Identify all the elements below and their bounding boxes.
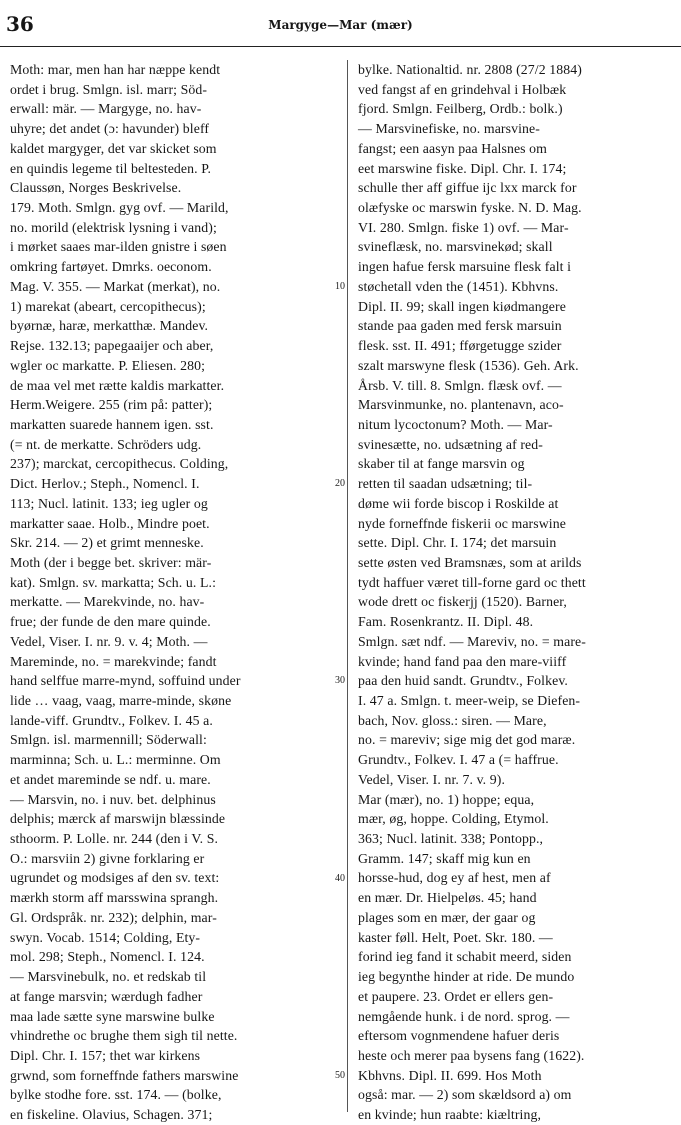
text-line: flesk. sst. II. 491; fførgetugge szider [358, 338, 562, 354]
text-line: Kbhvns. Dipl. II. 699. Hos Moth [358, 1067, 542, 1083]
text-line: nitum lycoctonum? Moth. — Mar- [358, 416, 553, 432]
text-line: uhyre; det andet (ɔ: havunder) bleff [10, 121, 210, 137]
text-line: maa lade sætte syne marswine bulke [10, 1008, 215, 1024]
text-line: wgler oc markatte. P. Eliesen. 280; [10, 357, 206, 373]
text-line: vhindrethe oc brughe them sigh til nette. [10, 1028, 238, 1044]
running-title: Margyge—Mar (mær) [268, 18, 413, 32]
text-line: Vedel, Viser. I. nr. 7. v. 9). [358, 771, 506, 787]
text-line: svinesætte, no. udsætning af red- [358, 436, 543, 452]
text-line: kvinde; hand fand paa den mare-viiff [358, 653, 567, 669]
text-line: merkatte. — Marekvinde, no. hav- [10, 594, 205, 610]
text-line: Smlgn. sæt ndf. — Mareviv, no. = mare- [358, 633, 586, 649]
text-line: i mørket saaes mar-ilden gnistre i søen [10, 239, 227, 255]
text-line: Dipl. II. 99; skall ingen kiødmangere [358, 298, 566, 314]
text-line: no. = mareviv; sige mig det god maræ. [358, 732, 576, 748]
text-line: wode drett oc fiskerjj (1520). Barner, [358, 594, 567, 610]
left-column [10, 60, 340, 1123]
text-line: Vedel, Viser. I. nr. 9. v. 4; Moth. — [10, 633, 208, 649]
text-line: døme wii forde biscop i Roskilde at [358, 495, 559, 511]
text-line: Skr. 214. — 2) et grimt menneske. [10, 535, 204, 551]
text-line: markatten suarede hannem igen. sst. [10, 416, 214, 432]
text-line: skaber til at fange marsvin og [358, 456, 525, 472]
text-line: bylke. Nationaltid. nr. 2808 (27/2 1884) [358, 62, 582, 77]
text-line: omkring fartøyet. Dmrks. oeconom. [10, 259, 212, 275]
text-line: horsse-hud, dog ey af hest, men af [358, 870, 551, 886]
text-line: Rejse. 132.13; papegaaijer och aber, [10, 338, 214, 354]
text-line: forind ieg fand it schabit meerd, siden [358, 949, 572, 965]
text-line: Moth (der i begge bet. skriver: mär- [10, 554, 212, 570]
text-line: O.: marsviin 2) givne forklaring er [10, 850, 205, 866]
text-line: — Marsvin, no. i nuv. bet. delphinus [10, 791, 216, 807]
text-line: kaster føll. Helt, Poet. Skr. 180. — [358, 929, 553, 945]
line-number: 50 [335, 1069, 345, 1081]
text-line: Claussøn, Norges Beskrivelse. [10, 180, 182, 196]
text-line: eet marswine fiske. Dipl. Chr. I. 174; [358, 160, 567, 176]
text-line: byørnæ, haræ, merkatthæ. Mandev. [10, 318, 209, 334]
text-line: schulle ther aff giffue ijc lxx marck for [358, 180, 577, 196]
text-line: sthoorm. P. Lolle. nr. 244 (den i V. S. [10, 831, 219, 847]
text-line: at fange marsvin; wærdugh fadher [10, 988, 203, 1004]
text-line: eftersom vognmendene hafuer deris [358, 1028, 560, 1044]
text-line: ugrundet og modsiges af den sv. text: [10, 870, 220, 886]
text-line: marminna; Sch. u. L.: merminne. Om [10, 752, 221, 768]
text-line: en kvinde; hun raabte: kiæltring, [358, 1107, 542, 1123]
text-line: nyde forneffnde fiskerii oc marswine [358, 515, 566, 531]
text-line: et paupere. 23. Ordet er ellers gen- [358, 988, 554, 1004]
text-line: tydt haffuer været till-forne gard oc thett [358, 574, 586, 590]
text-line: mærkh storm aff marsswina sprangh. [10, 890, 219, 906]
text-line: olæfyske oc marswin fyske. N. D. Mag. [358, 200, 582, 216]
text-line: Marsvinmunke, no. plantenavn, aco- [358, 397, 564, 413]
text-line: swyn. Vocab. 1514; Colding, Ety- [10, 929, 201, 945]
text-line: erwall: mär. — Margyge, no. hav- [10, 101, 202, 117]
text-line: Dict. Herlov.; Steph., Nomencl. I. [10, 476, 200, 492]
text-line: Grundtv., Folkev. I. 47 a (= haffrue. [358, 752, 559, 768]
line-number: 30 [335, 675, 345, 687]
text-line: 179. Moth. Smlgn. gyg ovf. — Marild, [10, 200, 229, 216]
text-line: svineflæsk, no. marsvinekød; skall [358, 239, 553, 255]
column-divider [347, 60, 348, 1112]
text-line: — Marsvinefiske, no. marsvine- [358, 121, 540, 137]
text-line: no. morild (elektrisk lysning i vand); [10, 219, 217, 235]
text-line: Gl. Ordspråk. nr. 232); delphin, mar- [10, 909, 217, 925]
text-line: Herm.Weigere. 255 (rim på: patter); [10, 397, 213, 413]
text-line: også: mar. — 2) som skældsord a) om [358, 1087, 572, 1103]
text-line: fjord. Smlgn. Feilberg, Ordb.: bolk.) [358, 101, 563, 117]
text-line: retten til saadan udsætning; til- [358, 476, 533, 492]
text-line: lande-viff. Grundtv., Folkev. I. 45 a. [10, 712, 213, 728]
text-line: bylke stodhe fore. sst. 174. — (bolke, [10, 1087, 222, 1103]
text-line: VI. 280. Smlgn. fiske 1) ovf. — Mar- [358, 219, 569, 235]
text-line: stande paa gaden med fersk marsuin [358, 318, 562, 334]
text-line: hand selffue marre-mynd, soffuind under [10, 673, 241, 689]
text-line: ingen hafue fersk marsuine flesk falt i [358, 259, 572, 275]
line-number: 10 [335, 280, 345, 292]
text-line: 237); marckat, cercopithecus. Colding, [10, 456, 229, 472]
text-line: bach, Nov. gloss.: siren. — Mare, [358, 712, 547, 728]
text-line: Mareminde, no. = marekvinde; fandt [10, 653, 217, 669]
line-number: 40 [335, 872, 345, 884]
right-column [358, 60, 674, 1123]
text-line: Gramm. 147; skaff mig kun en [358, 850, 531, 866]
text-line: fangst; een aasyn paa Halsnes om [358, 140, 548, 156]
text-line: kaldet margyger, det var skicket som [10, 140, 217, 156]
text-line: Moth: mar, men han har næppe kendt [10, 62, 221, 77]
text-line: Årsb. V. till. 8. Smlgn. flæsk ovf. — [358, 377, 562, 393]
text-line: grwnd, som forneffnde fathers marswine [10, 1067, 239, 1083]
text-line: 1) marekat (abeart, cercopithecus); [10, 298, 206, 314]
text-line: szalt marswyne flesk (1536). Geh. Ark. [358, 357, 579, 373]
text-line: markatter saae. Holb., Mindre poet. [10, 515, 210, 531]
text-line: mol. 298; Steph., Nomencl. I. 124. [10, 949, 205, 965]
text-line: en fiskeline. Olavius, Schagen. 371; [10, 1107, 213, 1123]
text-line: en quindis legeme til beltesteden. P. [10, 160, 212, 176]
page-header [0, 0, 681, 47]
text-line: sette østen ved Bramsnæs, som at arilds [358, 554, 582, 570]
text-line: lide … vaag, vaag, marre-minde, skøne [10, 693, 232, 708]
text-line: paa den huid sandt. Grundtv., Folkev. [358, 673, 568, 689]
text-line: — Marsvinebulk, no. et redskab til [10, 969, 207, 985]
text-line: 363; Nucl. latinit. 338; Pontopp., [358, 831, 544, 847]
text-line: (= nt. de merkatte. Schröders udg. [10, 436, 202, 452]
text-line: et andet mareminde se ndf. u. mare. [10, 771, 211, 787]
text-line: sette. Dipl. Chr. I. 174; det marsuin [358, 535, 557, 551]
text-line: Fam. Rosenkrantz. II. Dipl. 48. [358, 614, 534, 630]
text-line: en mær. Dr. Hielpeløs. 45; hand [358, 890, 537, 906]
text-line: kat). Smlgn. sv. markatta; Sch. u. L.: [10, 574, 216, 590]
text-line: mær, øg, hoppe. Colding, Etymol. [358, 811, 549, 827]
text-line: 113; Nucl. latinit. 133; ieg ugler og [10, 495, 208, 511]
text-line: heste och merer paa bysens fang (1622). [358, 1047, 585, 1063]
text-line: frue; der funde de den mare quinde. [10, 614, 211, 630]
text-line: plages som en mær, der gaar og [358, 909, 536, 925]
text-line: I. 47 a. Smlgn. t. meer-weip, se Diefen- [358, 693, 581, 708]
text-line: støchetall vden the (1451). Kbhvns. [358, 278, 559, 294]
text-line: nemgående hunk. i de nord. sprog. — [358, 1008, 570, 1024]
text-line: Dipl. Chr. I. 157; thet war kirkens [10, 1047, 201, 1063]
line-number: 20 [335, 478, 345, 490]
text-line: de maa vel met rætte kaldis markatter. [10, 377, 225, 393]
text-line: ieg begynthe hinder at ride. De mundo [358, 969, 575, 985]
text-line: Mag. V. 355. — Markat (merkat), no. [10, 278, 221, 294]
text-line: Mar (mær), no. 1) hoppe; equa, [358, 791, 535, 807]
text-line: Smlgn. isl. marmennill; Söderwall: [10, 732, 207, 748]
page-number: 36 [6, 12, 34, 36]
text-line: ved fangst af en grindehval i Holbæk [358, 81, 567, 97]
text-line: delphis; mærck af marswijn blæssinde [10, 811, 226, 827]
text-line: ordet i brug. Smlgn. isl. marr; Söd- [10, 81, 208, 97]
